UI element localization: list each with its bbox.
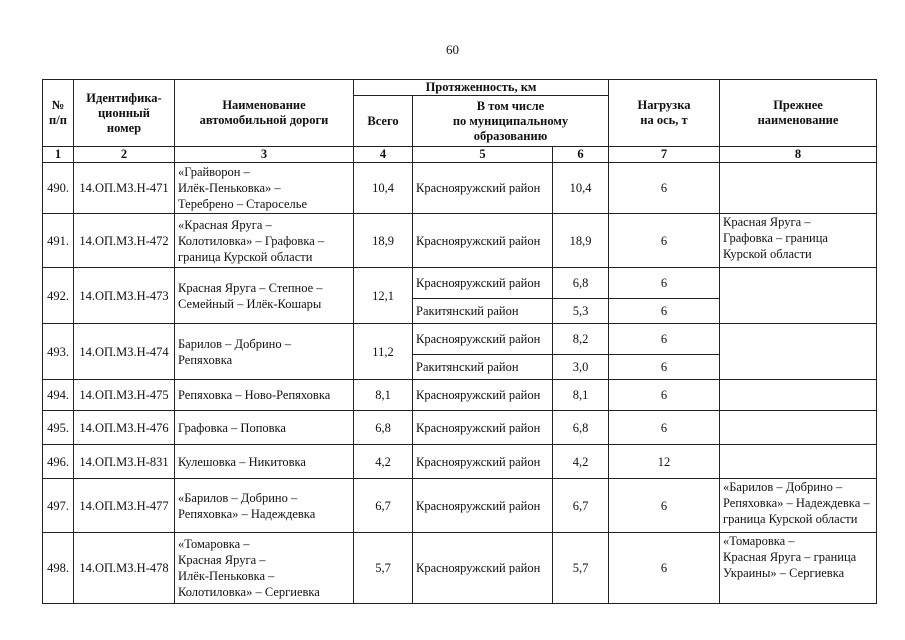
axle-load: 6 — [609, 355, 720, 380]
total-length: 12,1 — [354, 268, 413, 324]
road-name: «Красная Яруга – Колотиловка» – Графовка – граница Курской области — [175, 214, 354, 268]
district-length: 5,3 — [553, 299, 609, 324]
column-number: 6 — [553, 147, 609, 163]
former-name — [720, 324, 877, 380]
road-name: «Барилов – Добрино – Репяховка» – Надеждевка — [175, 479, 354, 533]
district-length: 3,0 — [553, 355, 609, 380]
road-name: Репяховка – Ново-Репяховка — [175, 380, 354, 411]
road-name: Красная Яруга – Степное – Семейный – Илёк-Кошары — [175, 268, 354, 324]
total-length: 18,9 — [354, 214, 413, 268]
row-number: 497. — [43, 479, 74, 533]
table-row — [43, 268, 877, 299]
district-name: Краснояружский район — [413, 380, 553, 411]
table-row — [43, 214, 877, 268]
axle-load: 6 — [609, 214, 720, 268]
header-load: Нагрузка на ось, т — [609, 80, 720, 147]
total-length: 6,8 — [354, 411, 413, 445]
column-number: 1 — [43, 147, 74, 163]
district-length: 6,8 — [553, 268, 609, 299]
road-name: «Грайворон – Илёк-Пеньковка» – Теребрено – Старосельe — [175, 163, 354, 214]
district-length: 8,1 — [553, 380, 609, 411]
table-row — [43, 324, 877, 355]
district-name: Краснояружский район — [413, 479, 553, 533]
former-name — [720, 445, 877, 479]
former-name — [720, 163, 877, 214]
former-name: «Барилов – Добрино – Репяховка» – Надеждевка – граница Курской области — [720, 479, 877, 533]
road-id: 14.ОП.МЗ.Н-476 — [74, 411, 175, 445]
former-name — [720, 380, 877, 411]
district-name: Краснояружский район — [413, 411, 553, 445]
column-number: 5 — [413, 147, 553, 163]
table-row — [43, 479, 877, 533]
district-length: 6,8 — [553, 411, 609, 445]
row-number: 498. — [43, 533, 74, 604]
road-id: 14.ОП.МЗ.Н-471 — [74, 163, 175, 214]
axle-load: 12 — [609, 445, 720, 479]
axle-load: 6 — [609, 479, 720, 533]
district-length: 4,2 — [553, 445, 609, 479]
row-number: 491. — [43, 214, 74, 268]
road-id: 14.ОП.МЗ.Н-472 — [74, 214, 175, 268]
district-name: Краснояружский район — [413, 324, 553, 355]
column-number: 2 — [74, 147, 175, 163]
district-length: 5,7 — [553, 533, 609, 604]
page-number: 60 — [446, 42, 459, 57]
row-number: 496. — [43, 445, 74, 479]
table-row — [43, 163, 877, 214]
former-name — [720, 411, 877, 445]
total-length: 4,2 — [354, 445, 413, 479]
total-length: 11,2 — [354, 324, 413, 380]
axle-load: 6 — [609, 411, 720, 445]
roads-table — [42, 79, 877, 604]
column-number: 8 — [720, 147, 877, 163]
row-number: 494. — [43, 380, 74, 411]
axle-load: 6 — [609, 533, 720, 604]
header-num: № п/п — [43, 80, 74, 147]
axle-load: 6 — [609, 324, 720, 355]
district-name: Краснояружский район — [413, 163, 553, 214]
axle-load: 6 — [609, 380, 720, 411]
axle-load: 6 — [609, 268, 720, 299]
road-id: 14.ОП.МЗ.Н-475 — [74, 380, 175, 411]
district-length: 8,2 — [553, 324, 609, 355]
former-name — [720, 268, 877, 324]
district-length: 10,4 — [553, 163, 609, 214]
column-number: 4 — [354, 147, 413, 163]
former-name: «Томаровка – Красная Яруга – граница Украины» – Сергиевка — [720, 533, 877, 604]
header-name: Наименование автомобильной дороги — [175, 80, 354, 147]
column-number-row — [43, 147, 877, 163]
road-id: 14.ОП.МЗ.Н-477 — [74, 479, 175, 533]
header-former: Прежнее наименование — [720, 80, 877, 147]
table-row — [43, 411, 877, 445]
road-id: 14.ОП.МЗ.Н-474 — [74, 324, 175, 380]
header-length: Протяженность, км — [354, 80, 609, 96]
table-row — [43, 533, 877, 604]
district-length: 18,9 — [553, 214, 609, 268]
district-name: Ракитянский район — [413, 355, 553, 380]
table-row — [43, 380, 877, 411]
total-length: 8,1 — [354, 380, 413, 411]
table-body — [43, 163, 877, 604]
district-name: Краснояружский район — [413, 268, 553, 299]
row-number: 495. — [43, 411, 74, 445]
district-name: Ракитянский район — [413, 299, 553, 324]
total-length: 5,7 — [354, 533, 413, 604]
axle-load: 6 — [609, 163, 720, 214]
road-id: 14.ОП.МЗ.Н-831 — [74, 445, 175, 479]
district-name: Краснояружский район — [413, 214, 553, 268]
district-length: 6,7 — [553, 479, 609, 533]
row-number: 490. — [43, 163, 74, 214]
header-id: Идентифика- ционный номер — [74, 80, 175, 147]
road-name: Графовка – Поповка — [175, 411, 354, 445]
axle-load: 6 — [609, 299, 720, 324]
total-length: 10,4 — [354, 163, 413, 214]
table-row — [43, 445, 877, 479]
district-name: Краснояружский район — [413, 533, 553, 604]
header-total: Всего — [354, 96, 413, 147]
column-number: 3 — [175, 147, 354, 163]
row-number: 493. — [43, 324, 74, 380]
column-number: 7 — [609, 147, 720, 163]
former-name: Красная Яруга – Графовка – граница Курской области — [720, 214, 877, 268]
header-municipal: В том числе по муниципальному образованию — [413, 96, 609, 147]
total-length: 6,7 — [354, 479, 413, 533]
district-name: Краснояружский район — [413, 445, 553, 479]
row-number: 492. — [43, 268, 74, 324]
road-name: Барилов – Добрино – Репяховка — [175, 324, 354, 380]
road-id: 14.ОП.МЗ.Н-478 — [74, 533, 175, 604]
road-id: 14.ОП.МЗ.Н-473 — [74, 268, 175, 324]
road-name: Кулешовка – Никитовка — [175, 445, 354, 479]
road-name: «Томаровка – Красная Яруга – Илёк-Пеньковка – Колотиловка» – Сергиевка — [175, 533, 354, 604]
